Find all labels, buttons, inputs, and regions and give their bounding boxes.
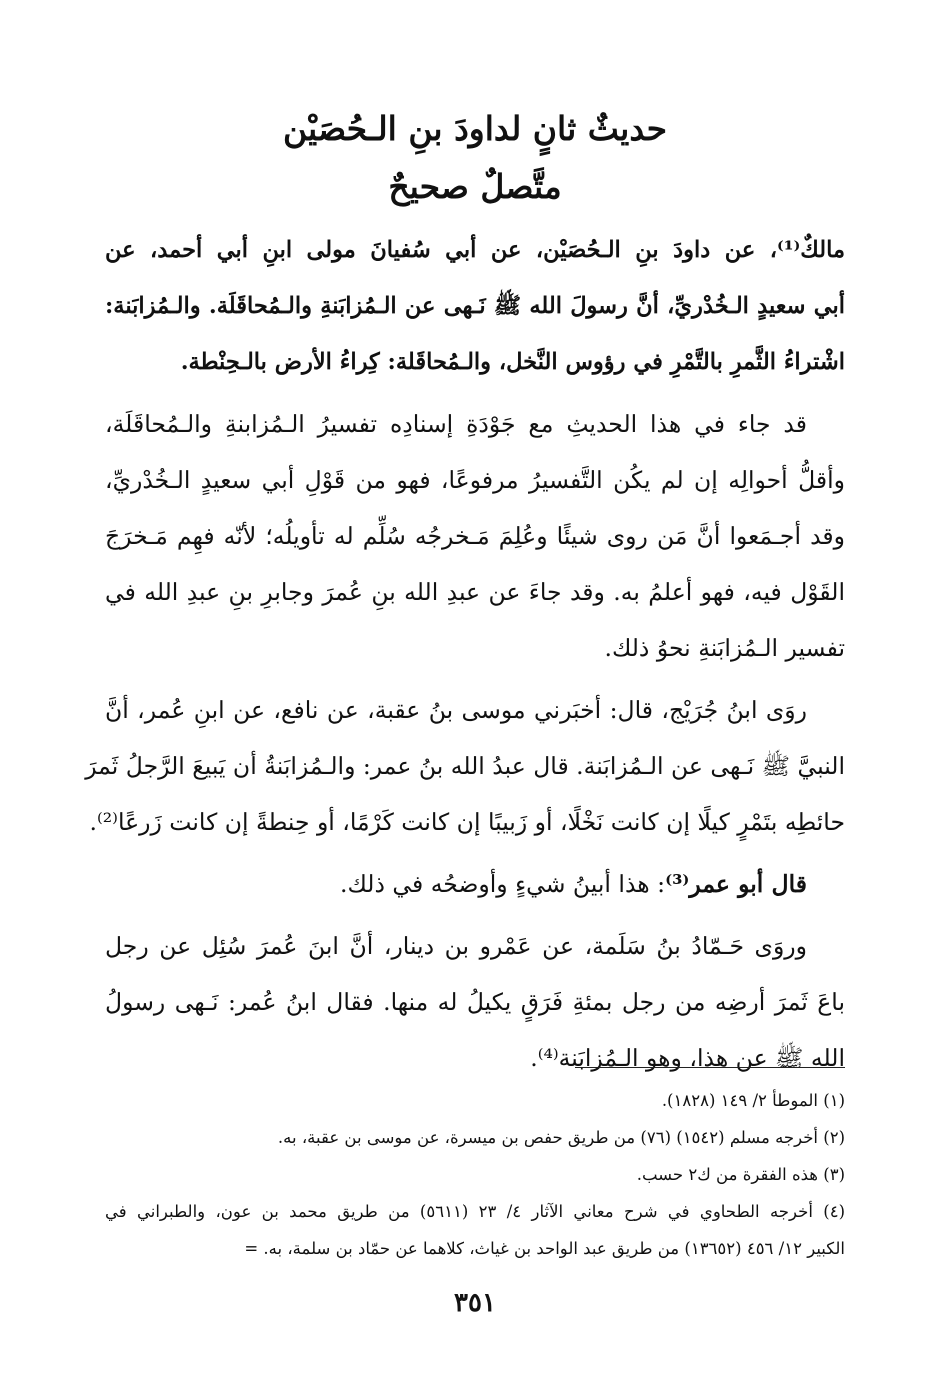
commentary-line: وقد أجـمَعوا أنَّ مَن روى شيئًا وعُلِمَ مَـخرجُه سُلِّم له تأويلُه؛ لأنّه فهِم مَـخرَجَ xyxy=(105,522,845,550)
commentary-line: قد جاء في هذا الحديثِ مع جَوْدَةِ إسنادِه تفسيرُ الـمُزابنةِ والـمُحاقَلَة، xyxy=(105,410,807,438)
book-page xyxy=(85,100,846,1360)
commentary-line: الله ﷺ عن هذا، وهو الـمُزابَنة⁽⁴⁾. xyxy=(530,1044,845,1072)
commentary-line: تفسير الـمُزابَنةِ نحوُ ذلك. xyxy=(604,634,845,662)
footnotes xyxy=(105,1082,845,1267)
hadith-text xyxy=(105,222,845,390)
abu-umar-paragraph xyxy=(105,856,845,912)
commentary-line: القَوْل فيه، فهو أعلمُ به. وقد جاءَ عن عبدِ الله بنِ عُمرَ وجابرِ بنِ عبدِ الله في xyxy=(105,578,845,606)
page-number: ٣٥١ xyxy=(454,1288,496,1318)
heading-title-line-2: متَّصلٌ صحيحٌ xyxy=(388,167,562,206)
commentary-line: وأقلُّ أحوالِه إن لم يكُن التَّفسيرُ مرفوعًا، فهو من قَوْلِ أبي سعيدٍ الـخُدْريِّ، xyxy=(105,466,845,494)
commentary-paragraph-1 xyxy=(105,396,845,676)
footnote-2: (٢) أخرجه مسلم (١٥٤٢) (٧٦) من طريق حفص بن ميسرة، عن موسى بن عقبة، به. xyxy=(277,1128,845,1147)
commentary-line: النبيَّ ﷺ نَـهى عن الـمُزابَنة. قال عبدُ الله بنُ عمر: والـمُزابَنةُ أن يَبيعَ الرَّجلُ ثَمرَ xyxy=(85,752,845,780)
footnote-1: (١) الموطأ ٢/ ١٤٩ (١٨٢٨). xyxy=(661,1091,845,1110)
hadith-line: أبي سعيدٍ الـخُدْريِّ، أنَّ رسولَ الله ﷺ نَـهى عن الـمُزابَنةِ والـمُحاقَلَة. والـمُزابَنة: xyxy=(105,293,845,319)
commentary-line: روَى ابنُ جُرَيْج، قال: أخبَرني موسى بنُ عقبة، عن نافع، عن ابنِ عُمر، أنَّ xyxy=(105,696,807,724)
heading-title-line-1: حديثٌ ثانٍ لداودَ بنِ الـحُصَيْن xyxy=(282,109,668,148)
footnote-4: (٤) أخرجه الطحاوي في شرح معاني الآثار ٤/ ٢٣ (٥٦١١) من طريق محمد بن عون، والطبراني في xyxy=(105,1202,846,1221)
footnote-4-continued: الكبير ١٢/ ٤٥٦ (١٣٦٥٢) من طريق عبد الواحد بن غياث، كلاهما عن حمّاد بن سلمة، به. = xyxy=(244,1239,845,1258)
commentary-paragraph-2 xyxy=(85,682,845,850)
footnote-3: (٣) هذه الفقرة من ك٢ حسب. xyxy=(636,1165,845,1184)
chapter-heading xyxy=(105,100,845,216)
abu-umar-text: : هذا أبينُ شيءٍ وأوضحُه في ذلك. xyxy=(340,870,666,898)
hadith-line: مالكٌ⁽¹⁾، عن داودَ بنِ الـحُصَيْن، عن أبي سُفيانَ مولى ابنِ أبي أحمد، عن xyxy=(105,237,845,263)
commentary-line: وروَى حَـمّادُ بنُ سَلَمة، عن عَمْرو بن دينار، أنَّ ابنَ عُمرَ سُئِل عن رجل xyxy=(105,932,807,960)
abu-umar-line xyxy=(105,856,845,912)
commentary-line: حائطِه بتَمْرٍ كيلًا إن كانت نَخْلًا، أو زَبيبًا إن كانت كَرْمًا، أو حِنطةً إن كانت زَرعًا⁽²⁾. xyxy=(89,808,845,836)
commentary-paragraph-3 xyxy=(105,918,845,1086)
hadith-line: اشْتراءُ الثَّمرِ بالتَّمْرِ في رؤوس النَّخل، والـمُحاقَلة: كِراءُ الأرض بالـحِنْطة. xyxy=(180,349,845,375)
abu-umar-speaker: قال أبو عمر⁽³⁾ xyxy=(665,870,807,898)
footnote-divider xyxy=(575,1067,845,1068)
commentary-line: باعَ ثَمرَ أرضِه من رجل بمئةِ فَرَقٍ يكيلُ له منها. فقال ابنُ عُمر: نَـهى رسولُ xyxy=(105,988,845,1016)
